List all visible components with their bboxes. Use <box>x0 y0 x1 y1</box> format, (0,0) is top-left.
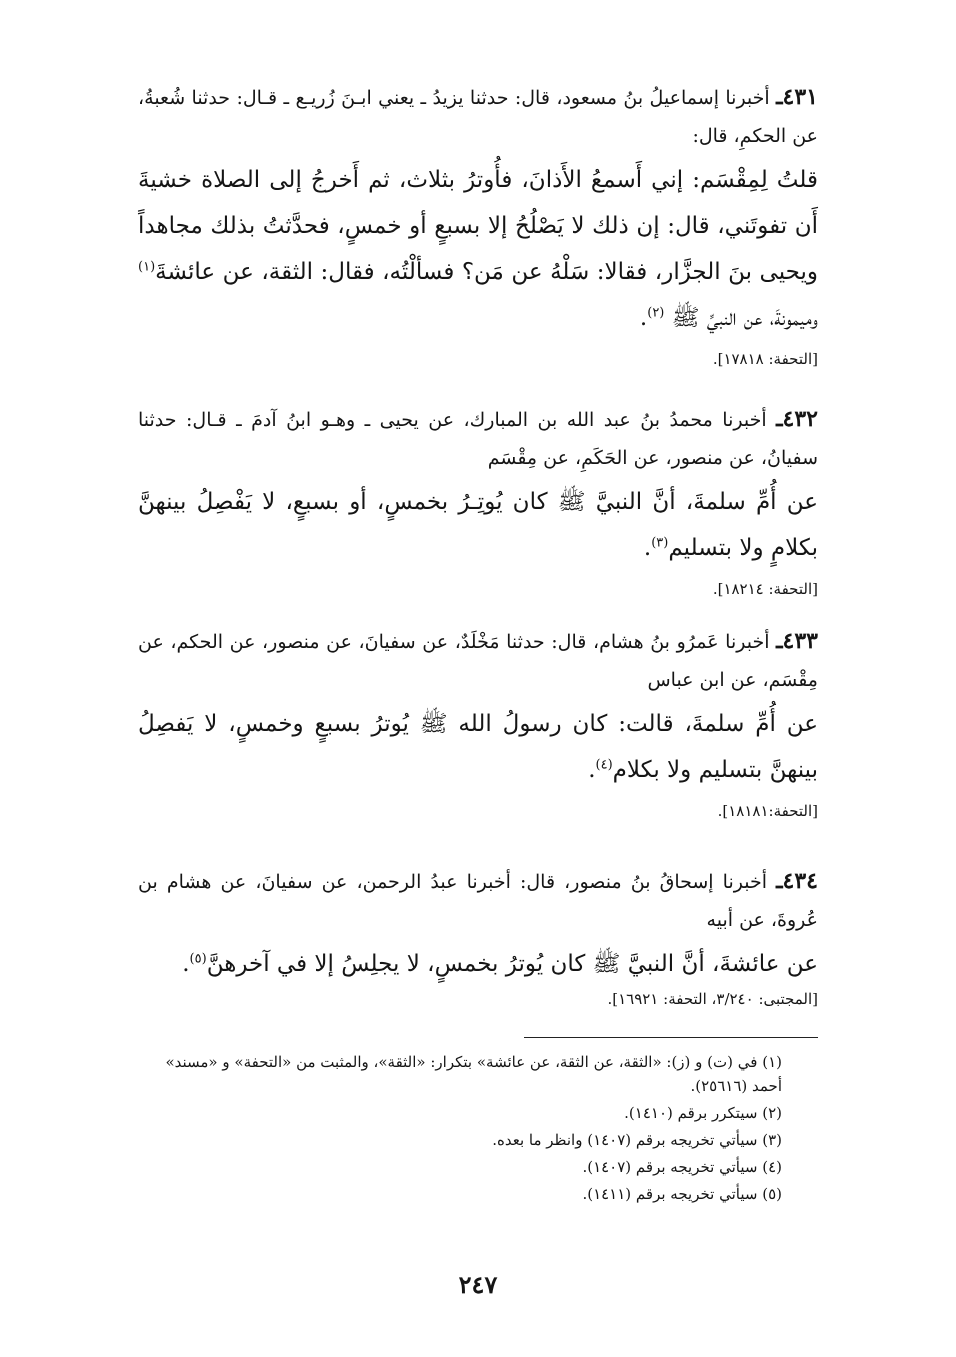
footnote-label: (١) <box>762 1053 782 1071</box>
hadith-isnad <box>138 78 818 155</box>
footnote-ref[interactable]: (٤) <box>595 757 613 773</box>
hadith-matn <box>138 157 818 341</box>
hadith-matn <box>138 701 818 793</box>
matn-text: عن أُمِّ سلمةَ، قالت: كان رسولُ الله ﷺ يُوترُ بسبعٍ وخمسٍ، لا يَفصِلُ بينهنَّ بتسليم ولا بكلام <box>138 711 818 783</box>
hadith-433 <box>138 622 818 823</box>
tuhfa-reference: [المجتبى: ٣/٢٤٠، التحفة: ١٦٩٢١]. <box>607 990 818 1008</box>
footnote-label: (٢) <box>762 1104 782 1122</box>
matn-final-dot: . <box>588 757 596 783</box>
matn-final-dot: . <box>182 951 190 977</box>
isnad-text: أخبرنا عَمرُو بنُ هشام، قال: حدثنا مَخْلَدٌ، عن سفيانَ، عن منصور، عن الحكم، عن مِقْسَم، عن ابن عباس <box>138 631 818 691</box>
footnote-3 <box>138 1128 818 1152</box>
hadith-matn <box>138 479 818 571</box>
footnote-separator <box>524 1037 818 1038</box>
hadith-number: ٤٣٣ـ <box>776 628 818 654</box>
tuhfa-reference: [التحفة: ١٨٢١٤]. <box>712 580 818 598</box>
footnote-text: سيأتي تخريجه برقم (١٤٠٧). <box>582 1158 758 1176</box>
matn-final-dot: . <box>639 305 648 331</box>
footnote-text: في (ت) و (ز): «الثقة، عن الثقة، عن عائشة» بتكرار: «الثقة»، والمثبت من «التحفة» و «مسند» أحمد (٢٥٦١٦). <box>165 1053 782 1095</box>
footnote-5 <box>138 1182 818 1206</box>
matn-text: عن أُمِّ سلمةَ، أنَّ النبيَّ ﷺ كان يُوتِـرُ بخمسٍ، أو بسبعٍ، لا يَفْصِلُ بينهنَّ بكلامٍ ولا بتسليم <box>138 489 818 561</box>
hadith-isnad <box>138 862 818 939</box>
footnote-ref[interactable]: (٥) <box>189 951 207 967</box>
footnote-ref[interactable]: (٢) <box>647 305 665 321</box>
hadith-434 <box>138 862 818 1011</box>
hadith-432 <box>138 400 818 601</box>
matn-text-end: وميمونةَ، عن النبيِّ ﷺ <box>671 305 818 331</box>
footnote-label: (٤) <box>762 1158 782 1176</box>
isnad-text: أخبرنا إسحاقُ بنُ منصور، قال: أخبرنا عبدُ الرحمن، عن سفيانَ، عن هشام بن عُروةَ، عن أبيه <box>138 871 818 931</box>
tuhfa-reference: [التحفة:١٨١٨١]. <box>717 802 818 820</box>
footnote-text: سيأتي تخريجه برقم (١٤٠٧) وانظر ما بعده. <box>492 1131 758 1149</box>
hadith-431 <box>138 78 818 371</box>
matn-final-dot: . <box>643 535 652 561</box>
footnote-2 <box>138 1101 818 1125</box>
hadith-number: ٤٣٢ـ <box>776 406 818 432</box>
footnotes <box>138 1050 818 1209</box>
hadith-matn <box>138 941 818 987</box>
hadith-isnad <box>138 622 818 699</box>
page-number: ٢٤٧ <box>458 1270 498 1299</box>
footnote-label: (٥) <box>762 1185 782 1203</box>
footnote-1 <box>138 1050 818 1098</box>
footnote-label: (٣) <box>762 1131 782 1149</box>
footnote-4 <box>138 1155 818 1179</box>
footnote-text: سيتكرر برقم (١٤١٠). <box>624 1104 758 1122</box>
hadith-number: ٤٣١ـ <box>776 84 818 110</box>
footnote-ref[interactable]: (١) <box>138 259 156 275</box>
isnad-text: أخبرنا إسماعيلُ بنُ مسعود، قال: حدثنا يزيدُ ـ يعني ابـنَ زُريـع ـ قـال: حدثنا شُعبةُ، عن الحكمِ، قال: <box>138 87 818 147</box>
footnote-text: سيأتي تخريجه برقم (١٤١١). <box>582 1185 758 1203</box>
hadith-number: ٤٣٤ـ <box>776 868 818 894</box>
book-page <box>138 70 818 1340</box>
isnad-text: أخبرنا محمدُ بنُ عبد الله بن المبارك، عن يحيى ـ وهـو ابنُ آدمَ ـ قـال: حدثنا سفيانُ، عن منصور، عن الحَكَمِ، عن مِقْسَم <box>138 409 818 469</box>
hadith-isnad <box>138 400 818 477</box>
matn-text: عن عائشةَ، أنَّ النبيَّ ﷺ كان يُوترُ بخمسٍ، لا يجلِسُ إلا في آخرهنَّ <box>206 951 818 977</box>
matn-text: قلتُ لِمِقْسَم: إني أَسمعُ الأَذانَ، فأُوترُ بثلاث، ثم أَخرجُ إلى الصلاة خشيةَ أَن تفوتَني، قال: إن ذلك لا يَصْلُحُ إلا بسبعٍ أو خمسٍ، فحدَّثتُ بذلك مجاهداً ويحيى بنَ الجزَّار، فقالا: سَلْهُ عن مَن؟ فسألْتُه، فقال: الثقة، عن عائشةَ <box>138 167 818 285</box>
footnote-ref[interactable]: (٣) <box>651 535 669 551</box>
tuhfa-reference: [التحفة: ١٧٨١٨]. <box>712 350 818 368</box>
